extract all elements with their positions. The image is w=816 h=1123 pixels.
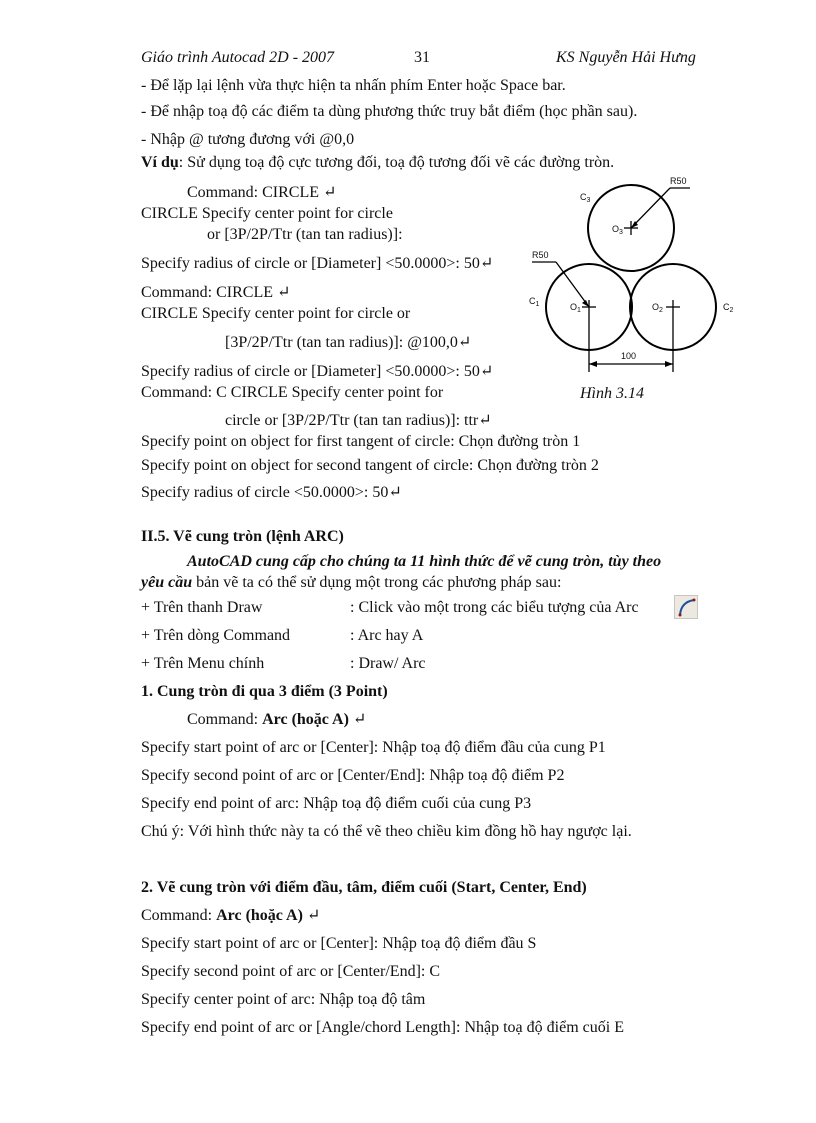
section-intro-bold: yêu cầu [141, 574, 193, 591]
label-dimension: 100 [621, 351, 637, 361]
sub1-cmd-prefix: Command: [187, 711, 263, 728]
intro-line-2: - Để nhập toạ độ các điểm ta dùng phương thức truy bắt điểm (học phần sau). [141, 103, 638, 120]
sub1-line-2: Specify second point of arc or [Center/End]: Nhập toạ độ điểm P2 [141, 767, 565, 784]
method-label-menu: + Trên Menu chính [141, 655, 265, 672]
r50-left-leader [556, 262, 589, 307]
section-intro-1: AutoCAD cung cấp cho chúng ta 11 hình thức để vẽ cung tròn, tùy theo [187, 553, 662, 570]
sub2-line-2: Specify second point of arc or [Center/End]: C [141, 963, 441, 980]
label-c1-main: C [529, 296, 536, 306]
label-c2-main: C [723, 302, 730, 312]
dim-arrow-left [589, 361, 597, 367]
intro-line-3: - Nhập @ tương đương với @0,0 [141, 131, 355, 148]
label-o1 [570, 302, 581, 314]
ex-line-10: circle or [3P/2P/Ttr (tan tan radius)]: ttr↵ [225, 412, 492, 429]
method-label-command: + Trên dòng Command [141, 627, 291, 644]
header-left: Giáo trình Autocad 2D - 2007 [141, 49, 335, 66]
label-o2 [652, 302, 663, 314]
label-c2 [723, 302, 733, 314]
label-o2-sub: 2 [659, 307, 663, 314]
sub2-line-3: Specify center point of arc: Nhập toạ độ tâm [141, 991, 426, 1008]
label-c1-sub: 1 [535, 301, 540, 308]
ex-line-4: Specify radius of circle or [Diameter] <50.0000>: 50↵ [141, 255, 494, 272]
label-r50-left: R50 [532, 250, 549, 260]
ex-line-6: CIRCLE Specify center point for circle or [141, 305, 411, 322]
label-c3-main: C [580, 192, 587, 202]
sub2-cmd-bold: Arc (hoặc A) [216, 907, 303, 924]
r50-top-leader [631, 188, 670, 228]
label-o3-sub: 3 [619, 229, 623, 236]
sub2-title: 2. Vẽ cung tròn với điểm đầu, tâm, điểm cuối (Start, Center, End) [141, 879, 587, 896]
method-label-draw: + Trên thanh Draw [141, 599, 263, 616]
dim-arrow-right [665, 361, 673, 367]
sub1-line-3: Specify end point of arc: Nhập toạ độ điểm cuối của cung P3 [141, 795, 532, 812]
r50-left-arrow [582, 300, 589, 307]
method-value-menu: : Draw/ Arc [350, 655, 426, 672]
ex-line-11: Specify point on object for first tangent of circle: Chọn đường tròn 1 [141, 433, 581, 450]
label-c2-sub: 2 [729, 307, 734, 314]
label-c3-sub: 3 [586, 197, 591, 204]
arc-icon [674, 595, 698, 619]
label-o2-main: O [652, 302, 660, 312]
label-o3-main: O [612, 224, 620, 234]
ex-line-2: CIRCLE Specify center point for circle [141, 205, 393, 222]
sub1-title: 1. Cung tròn đi qua 3 điểm (3 Point) [141, 683, 388, 700]
sub2-line-4: Specify end point of arc or [Angle/chord Length]: Nhập toạ độ điểm cuối E [141, 1019, 624, 1036]
page-number: 31 [414, 49, 430, 66]
example-text: : Sử dụng toạ độ cực tương đối, toạ độ tương đối vẽ các đường tròn. [178, 154, 615, 171]
sub1-note: Chú ý: Với hình thức này ta có thể vẽ theo chiều kim đồng hồ hay ngược lại. [141, 823, 632, 840]
label-o1-main: O [570, 302, 578, 312]
label-c3 [580, 192, 590, 204]
sub1-command [187, 712, 366, 728]
label-o1-sub: 1 [577, 307, 581, 314]
ex-line-13: Specify radius of circle <50.0000>: 50↵ [141, 484, 402, 501]
sub2-command [141, 908, 320, 924]
ex-line-12: Specify point on object for second tangent of circle: Chọn đường tròn 2 [141, 457, 599, 474]
example-label: Ví dụ [141, 154, 179, 171]
ex-line-3: or [3P/2P/Ttr (tan tan radius)]: [207, 226, 403, 243]
sub2-cmd-prefix: Command: [141, 907, 217, 924]
sub2-cmd-suffix: ↵ [302, 907, 321, 924]
section-intro-rest: bản vẽ ta có thể sử dụng một trong các phương pháp sau: [192, 574, 562, 591]
ex-line-8: Specify radius of circle or [Diameter] <50.0000>: 50↵ [141, 363, 494, 380]
sub1-cmd-bold: Arc (hoặc A) [262, 711, 349, 728]
ex-line-7: [3P/2P/Ttr (tan tan radius)]: @100,0↵ [225, 334, 472, 351]
section-intro-2 [141, 575, 561, 591]
figure-caption: Hình 3.14 [580, 385, 644, 402]
sub2-line-1: Specify start point of arc or [Center]: Nhập toạ độ điểm đầu S [141, 935, 537, 952]
ex-line-1: Command: CIRCLE ↵ [187, 184, 337, 201]
ex-line-9: Command: C CIRCLE Specify center point for [141, 384, 444, 401]
label-o3 [612, 224, 623, 236]
method-value-command: : Arc hay A [350, 627, 424, 644]
ex-line-5: Command: CIRCLE ↵ [141, 284, 291, 301]
sub1-line-1: Specify start point of arc or [Center]: Nhập toạ độ điểm đầu của cung P1 [141, 739, 606, 756]
header-right: KS Nguyễn Hải Hưng [556, 49, 696, 66]
intro-line-1: - Để lặp lại lệnh vừa thực hiện ta nhấn phím Enter hoặc Space bar. [141, 77, 566, 94]
label-c1 [529, 296, 539, 308]
section-title: II.5. Vẽ cung tròn (lệnh ARC) [141, 528, 344, 545]
sub1-cmd-suffix: ↵ [348, 711, 367, 728]
method-value-draw: : Click vào một trong các biểu tượng của Arc [350, 599, 639, 616]
label-r50-top: R50 [670, 176, 687, 186]
